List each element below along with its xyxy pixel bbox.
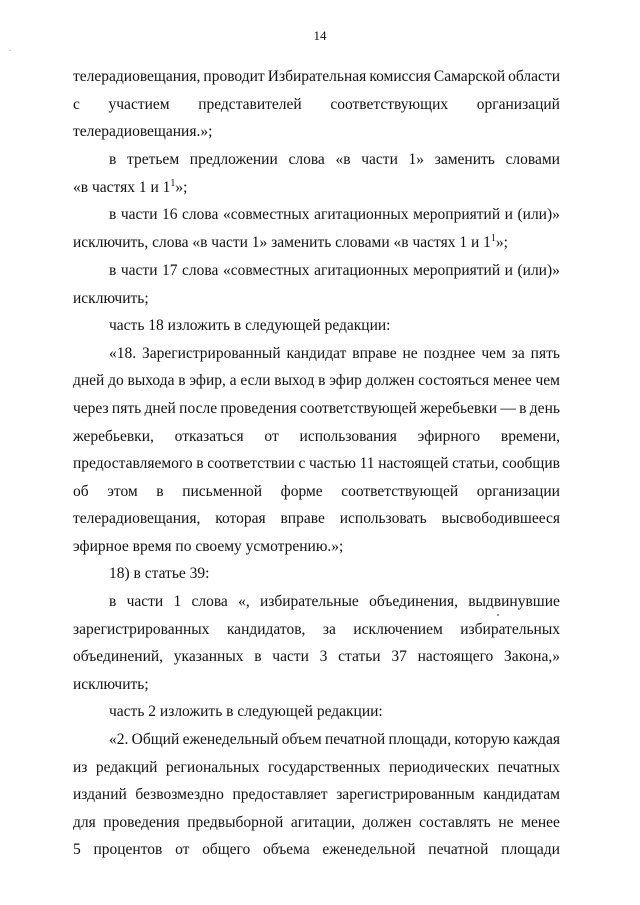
word: части xyxy=(120,262,158,279)
word: соответствующей xyxy=(341,483,459,500)
word: процентов xyxy=(93,841,163,858)
text-line xyxy=(73,96,560,114)
text-run: исключить, слова «в части 1» заменить словами «в частях 1 и 1 xyxy=(73,234,491,251)
word: Зарегистрированный xyxy=(142,345,281,362)
word: телерадиовещания.»; xyxy=(73,123,213,140)
word: еженедельный xyxy=(182,731,279,748)
word: объема xyxy=(262,841,310,858)
word: изданий xyxy=(73,786,127,803)
word: жеребьевки xyxy=(420,400,498,417)
word: Избирательная xyxy=(267,68,367,85)
word: чем xyxy=(535,372,560,389)
word: чем xyxy=(481,345,506,362)
word: менее xyxy=(492,372,532,389)
word: через xyxy=(73,400,109,417)
word: настоящего xyxy=(417,648,494,665)
word: для xyxy=(73,814,96,831)
word: отказаться xyxy=(174,428,244,445)
word: в xyxy=(109,151,117,168)
word: Общий xyxy=(131,731,180,748)
text-line xyxy=(109,262,560,280)
text-line xyxy=(109,151,560,169)
word: Закона,» xyxy=(504,648,560,665)
word: использовать xyxy=(339,510,427,527)
word: государственных xyxy=(267,759,381,776)
word: составлять xyxy=(419,814,491,831)
word: «, xyxy=(238,593,250,610)
text-line xyxy=(73,428,560,446)
word: эфир xyxy=(329,372,362,389)
text-line xyxy=(73,676,560,694)
text-line xyxy=(109,593,560,611)
word: статьи xyxy=(338,648,381,665)
word: телерадиовещания, xyxy=(73,68,201,85)
word: предвыборной xyxy=(187,814,284,831)
word: предоставляемого xyxy=(73,455,193,472)
text-line xyxy=(73,648,560,666)
word: день xyxy=(529,400,560,417)
word: кандидатам xyxy=(483,786,560,803)
word: 16 xyxy=(162,206,178,223)
text-line xyxy=(109,206,560,224)
text-line xyxy=(73,510,560,528)
word: от xyxy=(175,841,190,858)
word: объем xyxy=(281,731,322,748)
word: предложении xyxy=(189,151,278,168)
word: проведения xyxy=(103,814,180,831)
word: слова xyxy=(288,151,325,168)
word: организации xyxy=(476,483,560,500)
word: агитации, xyxy=(290,814,356,831)
word: в xyxy=(109,262,117,279)
text-line xyxy=(73,123,560,141)
word: указанных xyxy=(173,648,244,665)
superscript: 1 xyxy=(170,178,176,189)
line-text xyxy=(73,179,187,197)
word: печатной xyxy=(324,731,386,748)
word: и xyxy=(504,262,513,279)
word: исключить; xyxy=(73,290,149,307)
word: предоставляет xyxy=(232,786,328,803)
word: Самарской xyxy=(433,68,506,85)
word: общего xyxy=(202,841,251,858)
word: каждая xyxy=(513,731,560,748)
word: эфир, xyxy=(189,372,226,389)
word: часть 2 изложить в следующей редакции: xyxy=(109,703,383,720)
word: в xyxy=(109,206,117,223)
word: 18) в статье 39: xyxy=(109,565,210,582)
word: в xyxy=(196,455,204,472)
word: избирательные xyxy=(259,593,359,610)
text-line xyxy=(73,538,560,556)
text-line xyxy=(73,759,560,777)
word: эфирного xyxy=(417,428,481,445)
word: 1» xyxy=(408,151,425,168)
text-line xyxy=(73,179,560,197)
word: часть 18 изложить в следующей редакции: xyxy=(109,317,391,334)
scan-mark: . xyxy=(9,44,11,53)
word: высвободившееся xyxy=(441,510,560,527)
word: после xyxy=(179,400,218,417)
word: заменить xyxy=(434,151,495,168)
word: безвозмездно xyxy=(135,786,224,803)
word: слова xyxy=(191,593,228,610)
word: «18. xyxy=(109,345,137,362)
word: эфирное время по своему усмотрению.»; xyxy=(73,538,344,555)
text-run: »; xyxy=(495,234,508,251)
word: комиссия xyxy=(369,68,431,85)
word: жеребьевки, xyxy=(73,428,154,445)
word: агитационных xyxy=(314,262,409,279)
word: за xyxy=(322,621,336,638)
word: дней xyxy=(73,372,105,389)
word: использования xyxy=(299,428,397,445)
word: третьем xyxy=(127,151,180,168)
word: с xyxy=(73,96,80,113)
text-line xyxy=(73,786,560,804)
word: вправе xyxy=(352,345,397,362)
word: 17 xyxy=(162,262,178,279)
text-line xyxy=(73,400,560,418)
word: письменной xyxy=(182,483,263,500)
word: в xyxy=(519,400,527,417)
line-text xyxy=(73,234,508,252)
word: объединений, xyxy=(73,648,164,665)
word: словами xyxy=(505,151,560,168)
text-line xyxy=(73,68,560,86)
word: из xyxy=(73,759,88,776)
word: печатной xyxy=(428,841,489,858)
word: слова xyxy=(182,262,219,279)
word: а xyxy=(229,372,237,389)
word: проводит xyxy=(203,68,265,85)
word: частью xyxy=(308,455,356,472)
word: состояться xyxy=(418,372,490,389)
word: периодических xyxy=(388,759,490,776)
word: позднее xyxy=(423,345,476,362)
word: 3 xyxy=(319,648,328,665)
word: которую xyxy=(454,731,510,748)
word: площади xyxy=(501,841,560,858)
word: «совместных xyxy=(222,206,310,223)
word: статьи, xyxy=(452,455,499,472)
word: мероприятий xyxy=(413,262,501,279)
word: площади, xyxy=(388,731,452,748)
word: зарегистрированных xyxy=(73,621,210,638)
word: «совместных xyxy=(222,262,310,279)
word: сообщив xyxy=(502,455,560,472)
text-run: «в частях 1 и 1 xyxy=(73,179,171,196)
text-line xyxy=(73,372,560,390)
word: исключением xyxy=(353,621,443,638)
word: соответствии xyxy=(207,455,295,472)
text-line xyxy=(73,841,560,859)
word: настоящей xyxy=(378,455,449,472)
word: в xyxy=(254,648,262,665)
text-line xyxy=(73,290,560,308)
word: агитационных xyxy=(314,206,409,223)
word: за xyxy=(511,345,525,362)
word: «2. xyxy=(109,731,129,748)
word: части xyxy=(120,206,158,223)
word: соответствующей xyxy=(299,400,417,417)
word: об xyxy=(73,483,89,500)
word: представителей xyxy=(198,96,302,113)
word: 11 xyxy=(359,455,375,472)
word: пять xyxy=(111,400,142,417)
word: телерадиовещания, xyxy=(73,510,201,527)
word: выхода xyxy=(127,372,175,389)
word: (или)» xyxy=(517,206,560,223)
word: проведения xyxy=(220,400,297,417)
word: и xyxy=(504,206,513,223)
word: до xyxy=(108,372,124,389)
word: менее xyxy=(521,814,560,831)
text-line xyxy=(109,565,560,583)
word: исключить; xyxy=(73,676,149,693)
text-line xyxy=(109,731,560,749)
word: в xyxy=(178,372,186,389)
text-line xyxy=(109,345,560,363)
word: в xyxy=(156,483,164,500)
text-line xyxy=(109,317,560,335)
text-run: »; xyxy=(175,179,188,196)
word: кандидат xyxy=(286,345,347,362)
word: «в xyxy=(335,151,351,168)
word: зарегистрированным xyxy=(336,786,475,803)
word: — xyxy=(500,400,516,417)
scan-dot xyxy=(497,614,499,616)
word: форме xyxy=(280,483,323,500)
text-line xyxy=(109,703,560,721)
word: не xyxy=(498,814,514,831)
word: должен xyxy=(362,814,412,831)
word: которая xyxy=(215,510,266,527)
word: если xyxy=(240,372,271,389)
word: с xyxy=(298,455,306,472)
page-number: 14 xyxy=(313,28,327,43)
word: избирательных xyxy=(460,621,560,638)
word: не xyxy=(402,345,418,362)
text-line xyxy=(73,621,560,639)
word: части xyxy=(126,593,164,610)
word: 5 xyxy=(73,841,81,858)
word: объединения, xyxy=(369,593,458,610)
word: кандидатов, xyxy=(226,621,306,638)
text-line xyxy=(73,483,560,501)
word: вправе xyxy=(280,510,325,527)
word: 37 xyxy=(391,648,407,665)
word: еженедельной xyxy=(322,841,416,858)
word: дней xyxy=(144,400,176,417)
text-line xyxy=(73,234,560,252)
word: этом xyxy=(107,483,138,500)
word: печатных xyxy=(497,759,560,776)
word: части xyxy=(361,151,398,168)
word: (или)» xyxy=(517,262,560,279)
word: региональных xyxy=(165,759,260,776)
word: в xyxy=(109,593,117,610)
text-line xyxy=(73,455,560,473)
word: выход xyxy=(274,372,315,389)
word: области xyxy=(508,68,560,85)
word: выдвинувшие xyxy=(468,593,560,610)
word: участием xyxy=(108,96,170,113)
word: редакций xyxy=(95,759,158,776)
word: слова xyxy=(182,206,219,223)
text-line xyxy=(73,814,560,832)
word: пять xyxy=(530,345,560,362)
superscript: 1 xyxy=(490,233,496,244)
word: в xyxy=(318,372,326,389)
word: 1 xyxy=(173,593,182,610)
word: времени, xyxy=(500,428,560,445)
word: от xyxy=(264,428,279,445)
word: мероприятий xyxy=(413,206,501,223)
word: должен xyxy=(365,372,415,389)
word: организаций xyxy=(476,96,560,113)
word: соответствующих xyxy=(330,96,449,113)
word: части xyxy=(272,648,309,665)
